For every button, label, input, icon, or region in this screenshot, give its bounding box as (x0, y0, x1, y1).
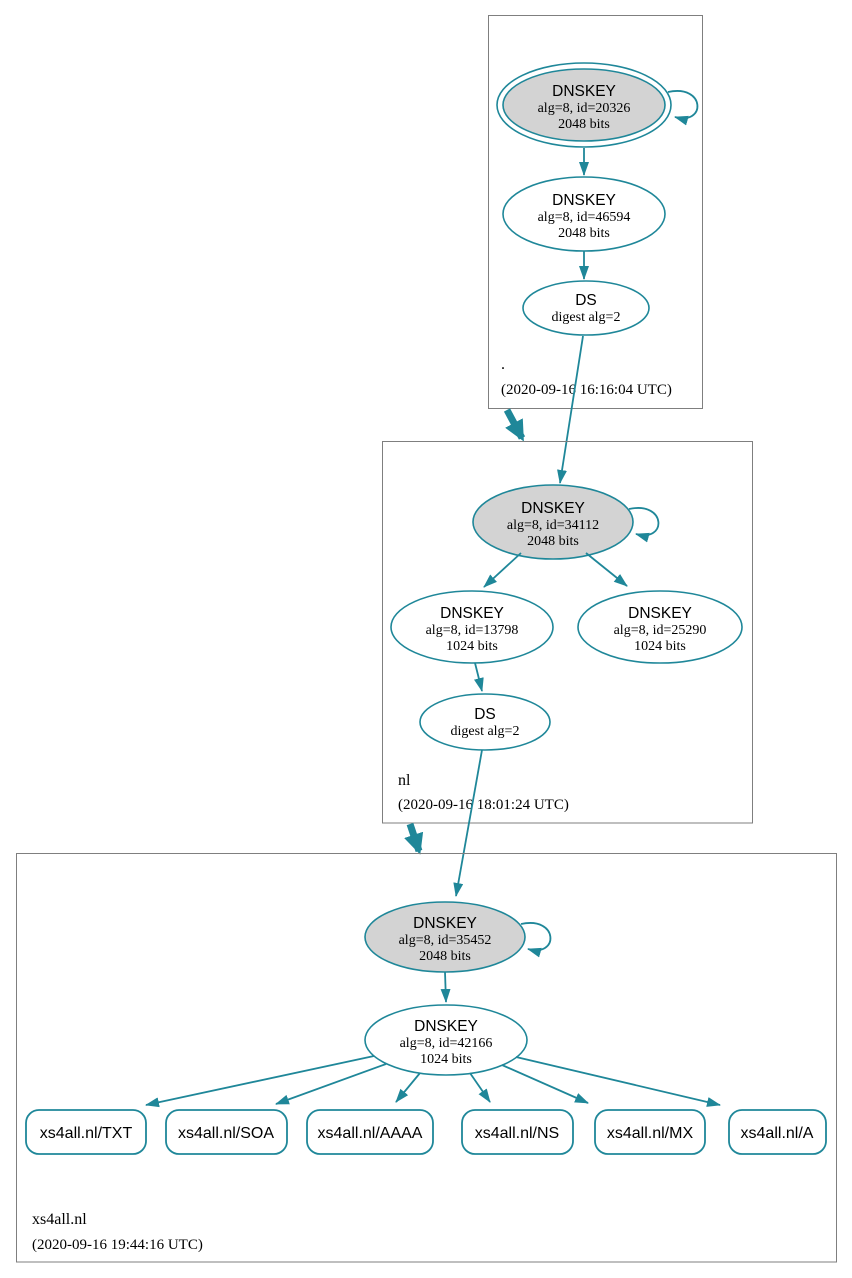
xs4all-zsk-bits: 1024 bits (420, 1052, 472, 1067)
zone-timestamp-nl: (2020-09-16 18:01:24 UTC) (398, 797, 569, 813)
xs4all-zsk-alg: alg=8, id=42166 (399, 1036, 493, 1051)
nl-ksk-bits: 2048 bits (527, 534, 579, 549)
xs4all-ksk-title: DNSKEY (413, 915, 477, 932)
edge-nl-zsk1-to-ds (475, 663, 482, 691)
zone-timestamp-xs4all: (2020-09-16 19:44:16 UTC) (32, 1237, 203, 1253)
xs4all-ksk-alg: alg=8, id=35452 (398, 933, 492, 948)
node-nl-ksk-dnskey-34112[interactable] (473, 485, 633, 559)
nl-zsk1-bits: 1024 bits (446, 639, 498, 654)
nl-zsk1-title: DNSKEY (440, 605, 504, 622)
zone-label-xs4all: xs4all.nl (32, 1211, 87, 1228)
nl-zsk2-title: DNSKEY (628, 605, 692, 622)
rrset-aaaa-label: xs4all.nl/AAAA (317, 1125, 423, 1142)
rrset-mx-label: xs4all.nl/MX (606, 1125, 694, 1142)
node-nl-zsk-dnskey-25290[interactable] (578, 591, 742, 663)
root-ds-title: DS (575, 292, 597, 309)
rrset-xs4all-aaaa[interactable] (307, 1110, 433, 1154)
root-ksk-bits: 2048 bits (558, 117, 610, 132)
zone-root (489, 16, 703, 409)
nl-ksk-alg: alg=8, id=34112 (506, 518, 600, 533)
edge-nl-ksk-to-zsk2 (586, 553, 627, 586)
rrset-xs4all-ns[interactable] (462, 1110, 573, 1154)
node-nl-zsk-dnskey-13798[interactable] (391, 591, 553, 663)
xs4all-ksk-bits: 2048 bits (419, 949, 471, 964)
nl-ksk-title: DNSKEY (521, 500, 585, 517)
nl-ds-alg: digest alg=2 (450, 724, 520, 739)
zone-timestamp-root: (2020-09-16 16:16:04 UTC) (501, 382, 672, 398)
nl-zsk2-bits: 1024 bits (634, 639, 686, 654)
root-ksk-alg: alg=8, id=20326 (537, 101, 631, 116)
edge-nl-ksk-to-zsk1 (484, 553, 521, 587)
zone-label-nl: nl (398, 772, 411, 789)
root-zsk-alg: alg=8, id=46594 (537, 210, 631, 225)
nl-ds-title: DS (474, 706, 496, 723)
rrset-xs4all-txt[interactable] (26, 1110, 146, 1154)
node-root-ksk-dnskey-20326[interactable] (497, 63, 671, 147)
root-ksk-title: DNSKEY (552, 83, 616, 100)
edge-xs4all-zsk-to-aaaa (396, 1073, 420, 1102)
zone-label-root: . (501, 356, 505, 373)
edge-xs4all-zsk-to-a (516, 1057, 720, 1105)
edge-root-ksk-selfloop (668, 91, 697, 118)
edge-root-ds-to-nl-ksk (560, 336, 583, 483)
xs4all-zsk-title: DNSKEY (414, 1018, 478, 1035)
edge-xs4all-ksk-to-zsk (445, 972, 446, 1002)
rrset-a-label: xs4all.nl/A (740, 1125, 814, 1142)
node-xs4all-ksk-dnskey-35452[interactable] (365, 902, 525, 972)
edge-xs4all-zsk-to-soa (276, 1064, 386, 1104)
zone-xs4all (17, 854, 837, 1263)
root-zsk-bits: 2048 bits (558, 226, 610, 241)
node-root-ds[interactable] (523, 281, 649, 335)
rrset-soa-label: xs4all.nl/SOA (177, 1125, 275, 1142)
root-ds-alg: digest alg=2 (551, 310, 621, 325)
edge-zone-root-to-nl (507, 410, 522, 438)
rrset-xs4all-a[interactable] (729, 1110, 826, 1154)
edge-zone-nl-to-xs4all (410, 824, 419, 851)
node-root-zsk-dnskey-46594[interactable] (503, 177, 665, 251)
zone-nl (383, 442, 753, 824)
rrset-xs4all-soa[interactable] (166, 1110, 287, 1154)
edge-xs4all-zsk-to-ns (470, 1073, 490, 1102)
rrset-ns-label: xs4all.nl/NS (474, 1125, 560, 1142)
root-zsk-title: DNSKEY (552, 192, 616, 209)
rrset-xs4all-mx[interactable] (595, 1110, 705, 1154)
node-nl-ds[interactable] (420, 694, 550, 750)
nl-zsk1-alg: alg=8, id=13798 (425, 623, 519, 638)
rrset-txt-label: xs4all.nl/TXT (39, 1125, 133, 1142)
nl-zsk2-alg: alg=8, id=25290 (613, 623, 707, 638)
